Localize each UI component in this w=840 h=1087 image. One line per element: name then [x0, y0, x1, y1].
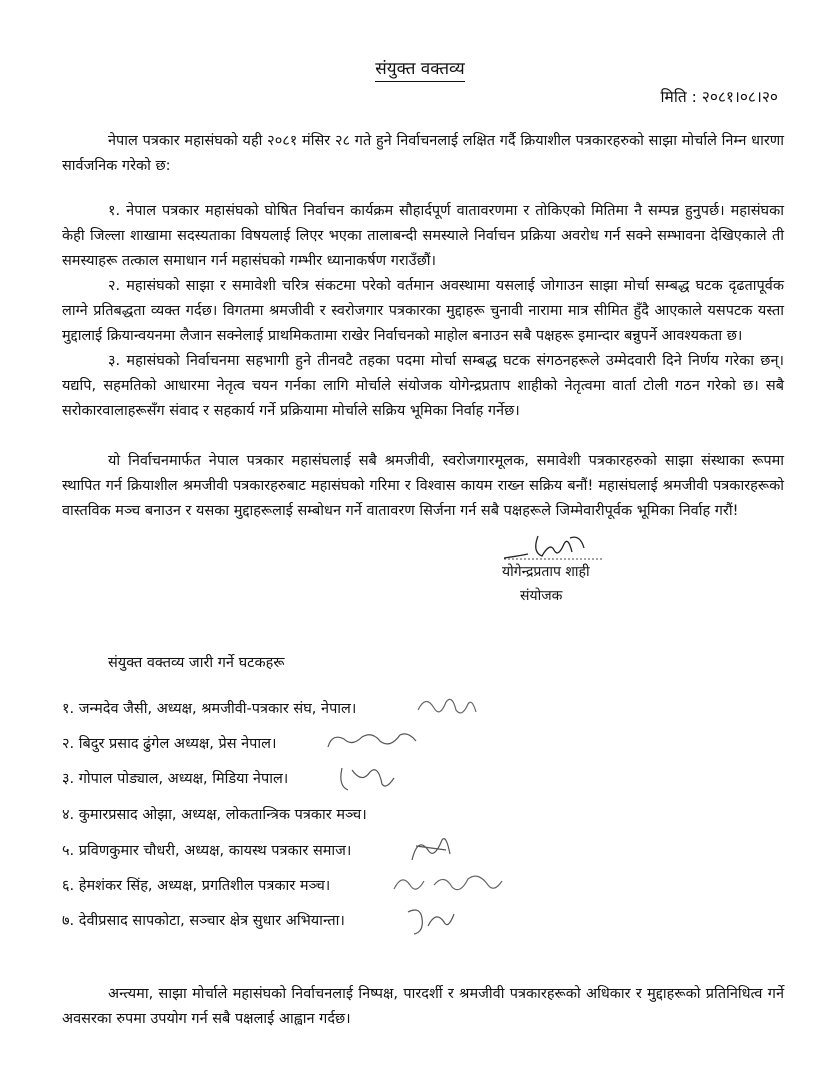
member-item-6: ६. हेमशंकर सिंह, अध्यक्ष, प्रगतिशील पत्रकार मञ्च। [62, 867, 622, 903]
points-list [62, 199, 784, 424]
member-signature-1 [412, 690, 482, 724]
point-1: १. नेपाल पत्रकार महासंघको घोषित निर्वाचन कार्यक्रम सौहार्दपूर्ण वातावरणमा र तोकिएको मितिमा नै सम्पन्न हुनुपर्छ। महासंघका केही जिल्ला शाखामा सदस्यताका विषयलाई लिएर भएका तालाबन्दी समस्याले निर्वाचन प्रक्रिया अवरोध गर्न सक्ने सम्भावना देखिएकाले ती समस्याहरू तत्काल समाधान गर्न महासंघको गम्भीर ध्यानाकर्षण गराउँछौं। [62, 203, 784, 269]
member-signature-3 [334, 760, 404, 798]
member-item-3: ३. गोपाल पोड्याल, अध्यक्ष, मिडिया नेपाल। [62, 760, 622, 796]
member-signature-5 [402, 832, 462, 868]
member-item-2: २. बिदुर प्रसाद ढुंगेल अध्यक्ष, प्रेस नेपाल। [62, 725, 622, 761]
handwritten-signature [498, 530, 618, 564]
member-item-4: ४. कुमारप्रसाद ओझा, अध्यक्ष, लोकतान्त्रिक पत्रकार मञ्च। [62, 807, 367, 823]
signatory-role: संयोजक [520, 588, 563, 604]
member-item-7: ७. देवीप्रसाद सापकोटा, सञ्चार क्षेत्र सुधार अभियान्ता। [62, 902, 622, 938]
signature-block [498, 530, 658, 610]
point-2: २. महासंघको साझा र समावेशी चरित्र संकटमा परेको वर्तमान अवस्थामा यसलाई जोगाउन साझा मोर्चा सम्बद्ध घटक दृढतापूर्वक लाग्ने प्रतिबद्धता व्यक्त गर्दछ। विगतमा श्रमजीवी र स्वरोजगार पत्रकारका मुद्दाहरू चुनावी नारामा मात्र सीमित हुँदै आएकाले यसपटक यस्ता मुद्दालाई क्रियान्वयनमा लैजान सक्नेलाई प्राथमिकतामा राखेर निर्वाचनको माहोल बनाउन सबै पक्षहरू इमान्दार बन्नुपर्ने आवश्यकता छ। [62, 278, 784, 344]
member-signature-7 [400, 902, 460, 940]
member-item-5: ५. प्रविणकुमार चौधरी, अध्यक्ष, कायस्थ पत्रकार समाज। [62, 832, 622, 868]
intro-paragraph: नेपाल पत्रकार महासंघको यही २०८१ मंसिर २८ गते हुने निर्वाचनलाई लक्षित गर्दै क्रियाशील पत्रकारहरुको साझा मोर्चाले निम्न धारणा सार्वजनिक गरेको छ: [62, 133, 784, 174]
member-signature-2 [322, 725, 422, 759]
signatory-name: योगेन्द्रप्रताप शाही [502, 564, 590, 580]
final-paragraph: अन्त्यमा, साझा मोर्चाले महासंघको निर्वाचनलाई निष्पक्ष, पारदर्शी र श्रमजीवी पत्रकारहरूको अधिकार र मुद्दाहरूको प्रतिनिधित्व गर्ने अवसरका रुपमा उपयोग गर्न सबै पक्षलाई आह्वान गर्दछ। [62, 986, 784, 1027]
document-title: संयुक्त वक्तव्य [0, 56, 840, 79]
member-item-1: १. जन्मदेव जैसी, अध्यक्ष, श्रमजीवी-पत्रकार संघ, नेपाल। [62, 690, 622, 726]
document-date: मिति : २०८१।०८।२० [660, 88, 778, 106]
point-3: ३. महासंघको निर्वाचनमा सहभागी हुने तीनवटै तहका पदमा मोर्चा सम्बद्ध घटक संगठनहरूले उम्मेदवारी दिने निर्णय गरेका छन्। यद्यपि, सहमतिको आधारमा नेतृत्व चयन गर्नका लागि मोर्चाले संयोजक योगेन्द्रप्रताप शाहीको नेतृत्वमा वार्ता टोली गठन गरेको छ। सबै सरोकारवालाहरूसँग संवाद र सहकार्य गर्ने प्रक्रियामा मोर्चाले सक्रिय भूमिका निर्वाह गर्नेछ। [62, 353, 784, 419]
closing-paragraph: यो निर्वाचनमार्फत नेपाल पत्रकार महासंघलाई सबै श्रमजीवी, स्वरोजगारमूलक, समावेशी पत्रकारहरुको साझा संस्थाका रूपमा स्थापित गर्न क्रियाशील श्रमजीवी पत्रकारहरुबाट महासंघको गरिमा र विश्वास कायम राख्न सक्रिय बनौं! महासंघलाई श्रमजीवी पत्रकारहरूको वास्तविक मञ्च बनाउन र यसका मुद्दाहरूलाई सम्बोधन गर्ने वातावरण सिर्जना गर्न सबै पक्षहरूले जिम्मेवारीपूर्वक भूमिका निर्वाह गरौं! [62, 453, 784, 519]
members-heading: संयुक्त वक्तव्य जारी गर्ने घटकहरू [108, 655, 285, 671]
member-signature-6 [388, 867, 508, 903]
